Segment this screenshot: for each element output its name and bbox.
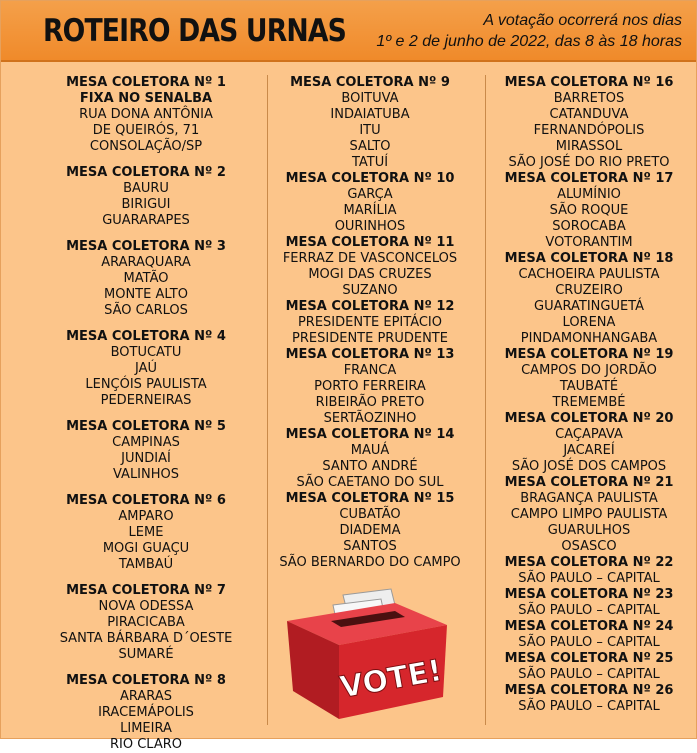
city-item: OURINHOS xyxy=(334,219,406,234)
mesa-heading: MESA COLETORA Nº 11 xyxy=(285,235,455,250)
city-item: PORTO FERREIRA xyxy=(314,379,426,394)
city-item: BOTUCATU xyxy=(110,345,182,360)
city-item: CAÇAPAVA xyxy=(555,427,623,442)
mesa-heading: MESA COLETORA Nº 24 xyxy=(504,619,674,634)
city-item: SÃO JOSÉ DO RIO PRETO xyxy=(508,155,670,170)
city-item: SALTO xyxy=(349,139,391,154)
city-item: DIADEMA xyxy=(339,523,401,538)
city-item: SÃO BERNARDO DO CAMPO xyxy=(279,555,461,570)
city-item: OSASCO xyxy=(561,539,617,554)
subtitle-line-1: A votação ocorrerá nos dias xyxy=(483,12,682,29)
city-item: ARARAQUARA xyxy=(101,255,191,270)
city-item: INDAIATUBA xyxy=(330,107,410,122)
city-item: GUARULHOS xyxy=(547,523,631,538)
city-item: NOVA ODESSA xyxy=(98,599,194,614)
city-item: IRACEMÁPOLIS xyxy=(98,705,194,720)
mesa-heading: MESA COLETORA Nº 8 xyxy=(66,673,226,688)
city-item: SÃO JOSÉ DOS CAMPOS xyxy=(511,459,667,474)
city-item: CUBATÃO xyxy=(339,507,401,522)
city-item: TREMEMBÉ xyxy=(552,395,626,410)
section-gap xyxy=(26,483,266,493)
city-item: PIRACICABA xyxy=(107,615,185,630)
section-gap xyxy=(26,229,266,239)
mesa-heading: MESA COLETORA Nº 18 xyxy=(504,251,674,266)
city-item: CAMPOS DO JORDÃO xyxy=(521,363,657,378)
city-item: SÃO ROQUE xyxy=(549,203,629,218)
city-item: ALUMÍNIO xyxy=(557,187,621,202)
column-2 xyxy=(259,75,481,571)
section-gap xyxy=(26,409,266,419)
city-item: ITU xyxy=(359,123,381,138)
mesa-heading: MESA COLETORA Nº 1 xyxy=(66,75,226,90)
city-item: RUA DONA ANTÔNIA xyxy=(79,107,213,122)
mesa-heading: MESA COLETORA Nº 4 xyxy=(66,329,226,344)
page-title: ROTEIRO DAS URNAS xyxy=(43,13,346,49)
city-item: RIBEIRÃO PRETO xyxy=(315,395,425,410)
mesa-heading: MESA COLETORA Nº 14 xyxy=(285,427,455,442)
city-item: SERTÃOZINHO xyxy=(323,411,417,426)
city-item: FIXA NO SENALBA xyxy=(79,91,213,106)
city-item: SUZANO xyxy=(342,283,398,298)
city-item: GUARARAPES xyxy=(102,213,190,228)
city-item: FRANCA xyxy=(343,363,397,378)
city-item: VALINHOS xyxy=(112,467,179,482)
ballot-box-icon xyxy=(283,587,451,721)
city-item: BIRIGUI xyxy=(121,197,171,212)
mesa-heading: MESA COLETORA Nº 23 xyxy=(504,587,674,602)
subtitle-line-2: 1º e 2 de junho de 2022, das 8 às 18 horas xyxy=(376,33,682,50)
city-item: SÃO PAULO – CAPITAL xyxy=(518,571,660,586)
mesa-heading: MESA COLETORA Nº 20 xyxy=(504,411,674,426)
city-item: SÃO CAETANO DO SUL xyxy=(296,475,444,490)
section-gap xyxy=(26,155,266,165)
city-item: MIRASSOL xyxy=(555,139,623,154)
city-item: AMPARO xyxy=(118,509,174,524)
city-item: BRAGANÇA PAULISTA xyxy=(520,491,658,506)
mesa-heading: MESA COLETORA Nº 21 xyxy=(504,475,674,490)
city-item: PRESIDENTE EPITÁCIO xyxy=(297,315,443,330)
city-item: CAMPO LIMPO PAULISTA xyxy=(510,507,668,522)
city-item: SANTA BÁRBARA D´OESTE xyxy=(59,631,233,646)
mesa-heading: MESA COLETORA Nº 16 xyxy=(504,75,674,90)
city-item: CAMPINAS xyxy=(112,435,180,450)
city-item: DE QUEIRÓS, 71 xyxy=(92,123,200,138)
city-item: BOITUVA xyxy=(341,91,399,106)
mesa-heading: MESA COLETORA Nº 9 xyxy=(290,75,450,90)
city-item: SÃO CARLOS xyxy=(104,303,188,318)
city-item: MOGI DAS CRUZES xyxy=(308,267,432,282)
city-item: LENÇÓIS PAULISTA xyxy=(85,377,207,392)
city-item: LEME xyxy=(128,525,164,540)
city-item: CACHOEIRA PAULISTA xyxy=(518,267,660,282)
city-item: MONTE ALTO xyxy=(104,287,188,302)
city-item: SUMARÉ xyxy=(118,647,174,662)
mesa-heading: MESA COLETORA Nº 12 xyxy=(285,299,455,314)
city-item: TAUBATÉ xyxy=(559,379,619,394)
city-item: CONSOLAÇÃO/SP xyxy=(89,139,203,154)
city-item: FERNANDÓPOLIS xyxy=(533,123,645,138)
city-item: MOGI GUAÇU xyxy=(102,541,190,556)
city-item: PRESIDENTE PRUDENTE xyxy=(292,331,448,346)
city-item: JACAREÍ xyxy=(563,443,615,458)
mesa-heading: MESA COLETORA Nº 26 xyxy=(504,683,674,698)
city-item: SÃO PAULO – CAPITAL xyxy=(518,699,660,714)
mesa-heading: MESA COLETORA Nº 7 xyxy=(66,583,226,598)
city-item: MAUÁ xyxy=(350,443,390,458)
city-item: CATANDUVA xyxy=(549,107,629,122)
mesa-heading: MESA COLETORA Nº 6 xyxy=(66,493,226,508)
city-item: TAMBAÚ xyxy=(118,557,174,572)
column-1 xyxy=(26,75,266,753)
city-item: BAURU xyxy=(123,181,169,196)
city-item: SANTOS xyxy=(343,539,397,554)
city-item: ARARAS xyxy=(120,689,172,704)
city-item: JAÚ xyxy=(134,361,157,376)
mesa-heading: MESA COLETORA Nº 13 xyxy=(285,347,455,362)
city-item: PEDERNEIRAS xyxy=(100,393,192,408)
mesa-heading: MESA COLETORA Nº 22 xyxy=(504,555,674,570)
mesa-heading: MESA COLETORA Nº 25 xyxy=(504,651,674,666)
city-item: SÃO PAULO – CAPITAL xyxy=(518,635,660,650)
mesa-heading: MESA COLETORA Nº 17 xyxy=(504,171,674,186)
city-item: SANTO ANDRÉ xyxy=(322,459,418,474)
city-item: SÃO PAULO – CAPITAL xyxy=(518,667,660,682)
city-item: LORENA xyxy=(562,315,616,330)
city-item: JUNDIAÍ xyxy=(121,451,171,466)
city-item: VOTORANTIM xyxy=(545,235,633,250)
city-item: TATUÍ xyxy=(351,155,389,170)
header-banner xyxy=(1,1,696,62)
mesa-heading: MESA COLETORA Nº 2 xyxy=(66,165,226,180)
mesa-heading: MESA COLETORA Nº 3 xyxy=(66,239,226,254)
city-item: SÃO PAULO – CAPITAL xyxy=(518,603,660,618)
column-3 xyxy=(484,75,694,715)
city-item: FERRAZ DE VASCONCELOS xyxy=(282,251,458,266)
city-item: MARÍLIA xyxy=(343,203,397,218)
section-gap xyxy=(26,573,266,583)
mesa-heading: MESA COLETORA Nº 5 xyxy=(66,419,226,434)
city-item: RIO CLARO xyxy=(109,737,182,752)
city-item: MATÃO xyxy=(123,271,169,286)
vote-label: VOTE! xyxy=(337,653,445,706)
city-item: GUARATINGUETÁ xyxy=(534,299,644,314)
mesa-heading: MESA COLETORA Nº 15 xyxy=(285,491,455,506)
mesa-heading: MESA COLETORA Nº 10 xyxy=(285,171,455,186)
city-item: PINDAMONHANGABA xyxy=(520,331,658,346)
subtitle xyxy=(376,10,682,52)
section-gap xyxy=(26,319,266,329)
city-item: GARÇA xyxy=(347,187,393,202)
city-item: CRUZEIRO xyxy=(555,283,623,298)
city-item: LIMEIRA xyxy=(120,721,172,736)
city-item: SOROCABA xyxy=(552,219,626,234)
mesa-heading: MESA COLETORA Nº 19 xyxy=(504,347,674,362)
section-gap xyxy=(26,663,266,673)
city-item: BARRETOS xyxy=(553,91,625,106)
